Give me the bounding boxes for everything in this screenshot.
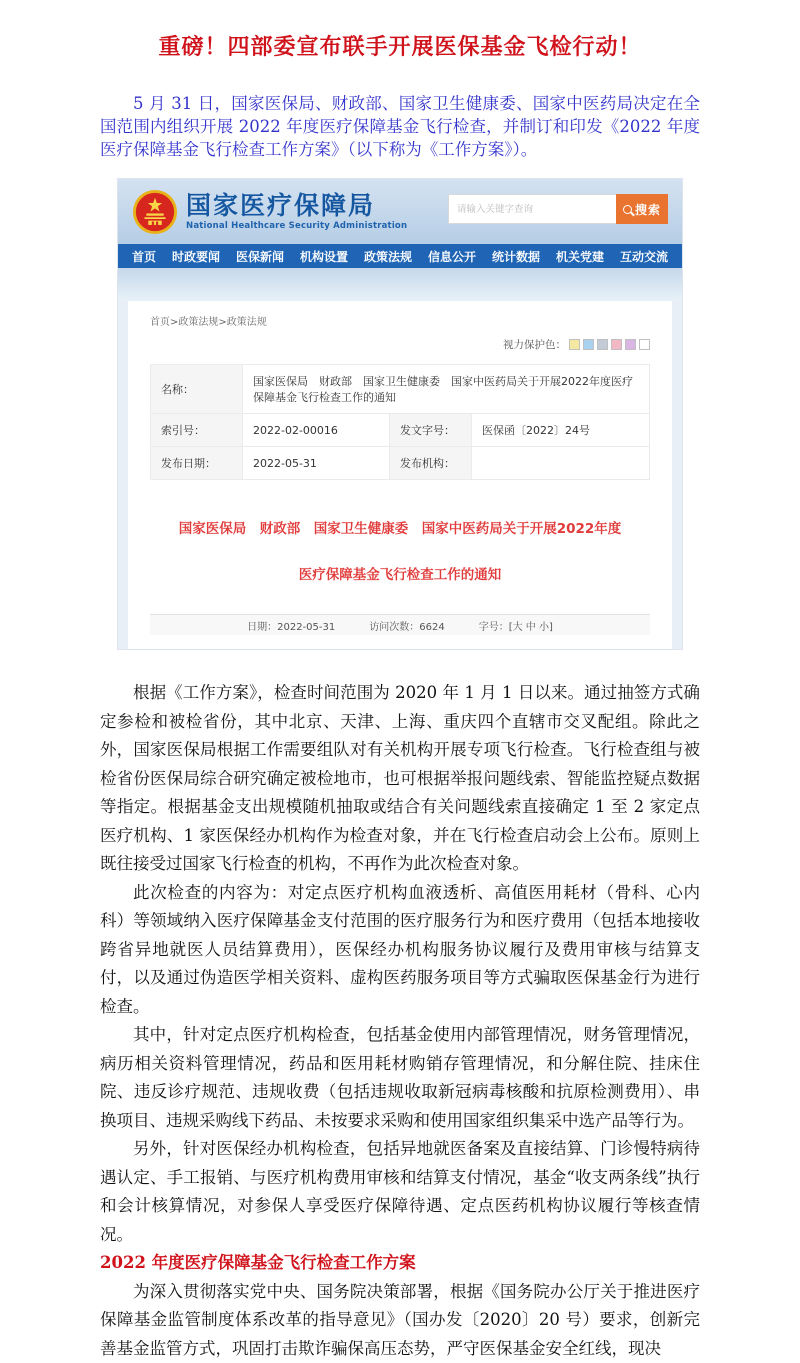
name-value: 国家医保局 财政部 国家卫生健康委 国家中医药局关于开展2022年度医疗保障基金飞行检查工作的通知 bbox=[243, 365, 650, 414]
nav-item-statistics[interactable]: 统计数据 bbox=[492, 248, 540, 265]
site-search bbox=[448, 194, 668, 224]
site-banner-image bbox=[118, 268, 682, 301]
index-number-label: 索引号： bbox=[151, 414, 243, 447]
table-row bbox=[151, 365, 650, 414]
nav-item-organization[interactable]: 机构设置 bbox=[300, 248, 348, 265]
index-number-value: 2022-02-00016 bbox=[243, 414, 390, 447]
table-row bbox=[151, 414, 650, 447]
article-paragraph: 其中，针对定点医疗机构检查，包括基金使用内部管理情况，财务管理情况，病历相关资料管理情况，药品和医用耗材购销存管理情况，和分解住院、挂床住院、违反诊疗规范、违规收费（包括违规收取新冠病毒核酸和抗原检测费用）、串换项目、违规采购线下药品、未按要求采购和使用国家组织集采中选产品等行为。 bbox=[100, 1021, 700, 1135]
notice-title bbox=[150, 506, 650, 598]
national-emblem-logo bbox=[132, 189, 178, 235]
eye-protection-label: 视力保护色： bbox=[503, 337, 566, 352]
notice-title-line2: 医疗保障基金飞行检查工作的通知 bbox=[150, 552, 650, 598]
eye-color-swatch-purple[interactable] bbox=[625, 339, 636, 350]
nav-item-interaction[interactable]: 互动交流 bbox=[620, 248, 668, 265]
table-row bbox=[151, 447, 650, 480]
page bbox=[0, 30, 800, 1039]
article-body bbox=[100, 679, 700, 1363]
article-column bbox=[100, 92, 700, 1363]
publisher-value bbox=[472, 447, 650, 480]
search-button[interactable] bbox=[616, 194, 668, 224]
notice-visit-count: 访问次数：6624 bbox=[369, 618, 444, 633]
site-brand-text bbox=[186, 193, 407, 231]
site-content bbox=[128, 301, 672, 649]
eye-color-swatch-pink[interactable] bbox=[611, 339, 622, 350]
notice-meta-bar bbox=[150, 614, 650, 635]
section-heading: 2022 年度医疗保障基金飞行检查工作方案 bbox=[100, 1249, 700, 1278]
eye-protection-row bbox=[150, 337, 650, 352]
site-subtitle: National Healthcare Security Administration bbox=[186, 221, 407, 231]
eye-color-swatch-gray[interactable] bbox=[597, 339, 608, 350]
site-navbar bbox=[118, 244, 682, 268]
embedded-website-screenshot bbox=[118, 179, 682, 649]
nav-item-home[interactable]: 首页 bbox=[132, 248, 156, 265]
site-content-outer bbox=[118, 301, 682, 649]
name-label: 名称： bbox=[151, 365, 243, 414]
document-info-table bbox=[150, 364, 650, 480]
nav-item-insurance-news[interactable]: 医保新闻 bbox=[236, 248, 284, 265]
nav-item-news[interactable]: 时政要闻 bbox=[172, 248, 220, 265]
site-brand bbox=[132, 189, 407, 235]
article-intro-paragraph: 5 月 31 日，国家医保局、财政部、国家卫生健康委、国家中医药局决定在全国范围内组织开展 2022 年度医疗保障基金飞行检查，并制订和印发《2022 年度医疗保障基金飞行检查工作方案》（以下称为《工作方案》）。 bbox=[100, 92, 700, 161]
font-size-switcher[interactable]: 字号：[大 中 小] bbox=[479, 618, 553, 633]
eye-color-swatch-white[interactable] bbox=[639, 339, 650, 350]
notice-title-line1: 国家医保局 财政部 国家卫生健康委 国家中医药局关于开展2022年度 bbox=[150, 506, 650, 552]
article-title: 重磅！四部委宣布联手开展医保基金飞检行动！ bbox=[0, 30, 800, 61]
site-header bbox=[118, 179, 682, 244]
publisher-label: 发布机构： bbox=[390, 447, 472, 480]
nav-item-policy[interactable]: 政策法规 bbox=[364, 248, 412, 265]
publish-date-value: 2022-05-31 bbox=[243, 447, 390, 480]
site-title: 国家医疗保障局 bbox=[186, 193, 407, 219]
search-icon bbox=[623, 205, 632, 214]
notice-date: 日期：2022-05-31 bbox=[247, 618, 335, 633]
search-button-label: 搜索 bbox=[635, 201, 661, 218]
article-paragraph: 另外，针对医保经办机构检查，包括异地就医备案及直接结算、门诊慢特病待遇认定、手工报销、与医疗机构费用审核和结算支付情况，基金“收支两条线”执行和会计核算情况，对参保人享受医疗保障待遇、定点医药机构协议履行等核查情况。 bbox=[100, 1135, 700, 1249]
nav-item-disclosure[interactable]: 信息公开 bbox=[428, 248, 476, 265]
publish-date-label: 发布日期： bbox=[151, 447, 243, 480]
eye-color-swatch-blue[interactable] bbox=[583, 339, 594, 350]
eye-color-swatch-yellow[interactable] bbox=[569, 339, 580, 350]
doc-number-value: 医保函〔2022〕24号 bbox=[472, 414, 650, 447]
doc-number-label: 发文字号： bbox=[390, 414, 472, 447]
nav-item-party[interactable]: 机关党建 bbox=[556, 248, 604, 265]
search-input[interactable] bbox=[448, 194, 616, 224]
article-paragraph: 此次检查的内容为：对定点医疗机构血液透析、高值医用耗材（骨科、心内科）等领域纳入医疗保障基金支付范围的医疗服务行为和医疗费用（包括本地接收跨省异地就医人员结算费用），医保经办机构服务协议履行及费用审核与结算支付，以及通过伪造医学相关资料、虚构医药服务项目等方式骗取医保基金行为进行检查。 bbox=[100, 879, 700, 1022]
article-closing-paragraph: 为深入贯彻落实党中央、国务院决策部署，根据《国务院办公厅关于推进医疗保障基金监管制度体系改革的指导意见》（国办发〔2020〕20 号）要求，创新完善基金监管方式，巩固打击欺诈骗保高压态势，严守医保基金安全红线，现决 bbox=[100, 1278, 700, 1363]
article-paragraph: 根据《工作方案》，检查时间范围为 2020 年 1 月 1 日以来。通过抽签方式确定参检和被检省份，其中北京、天津、上海、重庆四个直辖市交叉配组。除此之外，国家医保局根据工作需要组队对有关机构开展专项飞行检查。飞行检查组与被检省份医保局综合研究确定被检地市，也可根据举报问题线索、智能监控疑点数据等指定。根据基金支出规模随机抽取或结合有关问题线索直接确定 1 至 2 家定点医疗机构、1 家医保经办机构作为检查对象，并在飞行检查启动会上公布。原则上既往接受过国家飞行检查的机构，不再作为此次检查对象。 bbox=[100, 679, 700, 879]
breadcrumb[interactable]: 首页>政策法规>政策法规 bbox=[150, 313, 650, 328]
